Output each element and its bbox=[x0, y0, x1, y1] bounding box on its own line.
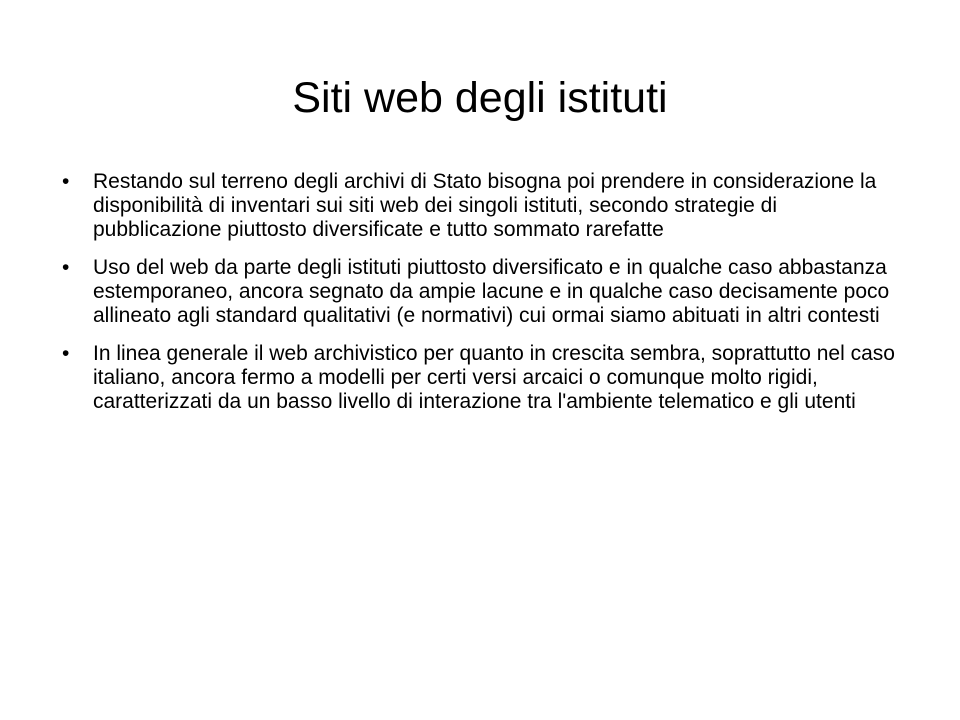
bullet-text: Uso del web da parte degli istituti piuttosto diversificato e in qualche caso abbastanza estemporaneo, ancora segnato da ampie lacune e in qualche caso decisamente poco allineato agli standard qualitativi (e normativi) cui ormai siamo abituati in altri contesti bbox=[93, 256, 890, 327]
bullet-dot-icon: • bbox=[62, 170, 70, 193]
bullet-item bbox=[62, 170, 900, 242]
bullet-list bbox=[62, 170, 900, 428]
bullet-text: In linea generale il web archivistico per quanto in crescita sembra, soprattutto nel caso italiano, ancora fermo a modelli per certi versi arcaici o comunque molto rigidi, caratterizzati da un basso livello di interazione tra l'ambiente telematico e gli utenti bbox=[93, 342, 895, 413]
bullet-dot-icon: • bbox=[62, 256, 70, 279]
bullet-text: Restando sul terreno degli archivi di Stato bisogna poi prendere in considerazione la disponibilità di inventari sui siti web dei singoli istituti, secondo strategie di pubblicazione piuttosto diversificate e tutto sommato rarefatte bbox=[93, 170, 877, 241]
bullet-dot-icon: • bbox=[62, 342, 70, 365]
slide-title: Siti web degli istituti bbox=[292, 74, 668, 122]
bullet-item bbox=[62, 256, 900, 328]
bullet-item bbox=[62, 342, 900, 414]
